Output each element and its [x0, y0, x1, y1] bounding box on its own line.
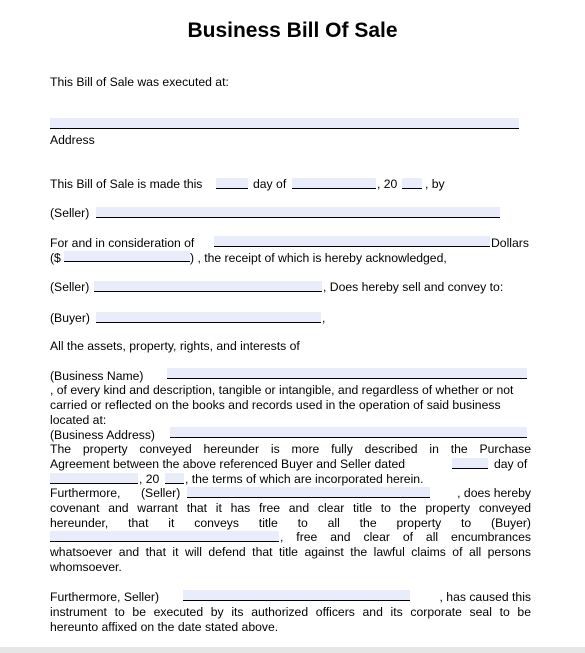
located-at-text: located at:: [50, 413, 107, 427]
carried-text: carried or reflected on the books and records used in the operation of said business: [50, 398, 501, 412]
month-field[interactable]: [292, 178, 376, 189]
consideration-text: For and in consideration of: [50, 236, 195, 250]
seller-label-2: (Seller): [50, 280, 90, 294]
buyer-label: (Buyer): [50, 311, 90, 325]
business-address-label: (Business Address): [50, 428, 155, 442]
every-kind-text: , of every kind and description, tangible or intangible, and regardless of whether or not: [50, 383, 514, 397]
hereunder-text: hereunder, that it conveys title to all the property to (Buyer): [50, 516, 531, 530]
document-title: Business Bill Of Sale: [187, 19, 398, 42]
terms-text: , the terms of which are incorporated herein.: [185, 472, 424, 486]
dollar-open-text: ($: [50, 251, 61, 265]
day-of-text: day of: [253, 177, 287, 191]
receipt-text: ) , the receipt of which is hereby acknowledged,: [190, 251, 447, 265]
day-of-text-2: day of: [494, 457, 528, 471]
consideration-amount-words-field[interactable]: [214, 236, 490, 247]
page-bottom-shadow: [0, 647, 585, 653]
address-label: Address: [50, 133, 95, 147]
consideration-amount-field[interactable]: [64, 251, 190, 262]
agreement-month-field[interactable]: [50, 473, 138, 484]
seller-field-4[interactable]: [183, 590, 410, 601]
property-conveyed-text: The property conveyed hereunder is more fully described in the Purchase: [50, 442, 531, 456]
day-field[interactable]: [216, 178, 248, 189]
dollars-text: Dollars: [491, 236, 529, 250]
furthermore-seller-text: Furthermore, Seller): [50, 590, 160, 604]
business-name-label: (Business Name): [50, 369, 144, 383]
agreement-day-field[interactable]: [452, 458, 488, 469]
twenty-text: , 20: [377, 177, 398, 191]
does-hereby-text: , does hereby: [457, 486, 531, 500]
covenant-text: covenant and warrant that it has free and clear title to the property conveyed: [50, 501, 531, 515]
by-text: , by: [425, 177, 445, 191]
executed-at-text: This Bill of Sale was executed at:: [50, 75, 229, 89]
seller-label-3: (Seller): [141, 486, 181, 500]
whomsoever-text: whomsoever.: [50, 560, 122, 574]
twenty-text-2: , 20: [139, 472, 160, 486]
whatsoever-text: whatsoever and that it will defend that title against the lawful claims of all persons: [50, 545, 531, 559]
business-name-field[interactable]: [167, 368, 527, 379]
seller-field-3[interactable]: [187, 487, 430, 498]
buyer-field[interactable]: [96, 312, 321, 323]
made-this-text: This Bill of Sale is made this: [50, 177, 203, 191]
seller-label: (Seller): [50, 206, 90, 220]
year-field[interactable]: [402, 178, 422, 189]
buyer-field-2[interactable]: [50, 531, 279, 542]
agreement-text: Agreement between the above referenced Buyer and Seller dated: [50, 457, 406, 471]
does-hereby-sell-text: , Does hereby sell and convey to:: [323, 280, 504, 294]
seller-field[interactable]: [96, 207, 500, 218]
hereunto-text: hereunto affixed on the date stated above.: [50, 620, 279, 634]
furthermore-text: Furthermore,: [50, 486, 121, 500]
business-address-field[interactable]: [170, 427, 527, 438]
address-field[interactable]: [50, 118, 519, 129]
all-assets-text: All the assets, property, rights, and interests of: [50, 339, 300, 353]
instrument-text: instrument to be executed by its authorized officers and its corporate seal to be: [50, 605, 531, 619]
seller-field-2[interactable]: [94, 281, 322, 292]
free-clear-text: , free and clear of all encumbrances: [280, 530, 531, 544]
agreement-year-field[interactable]: [165, 473, 184, 484]
buyer-comma: ,: [322, 311, 326, 325]
has-caused-text: , has caused this: [439, 590, 531, 604]
